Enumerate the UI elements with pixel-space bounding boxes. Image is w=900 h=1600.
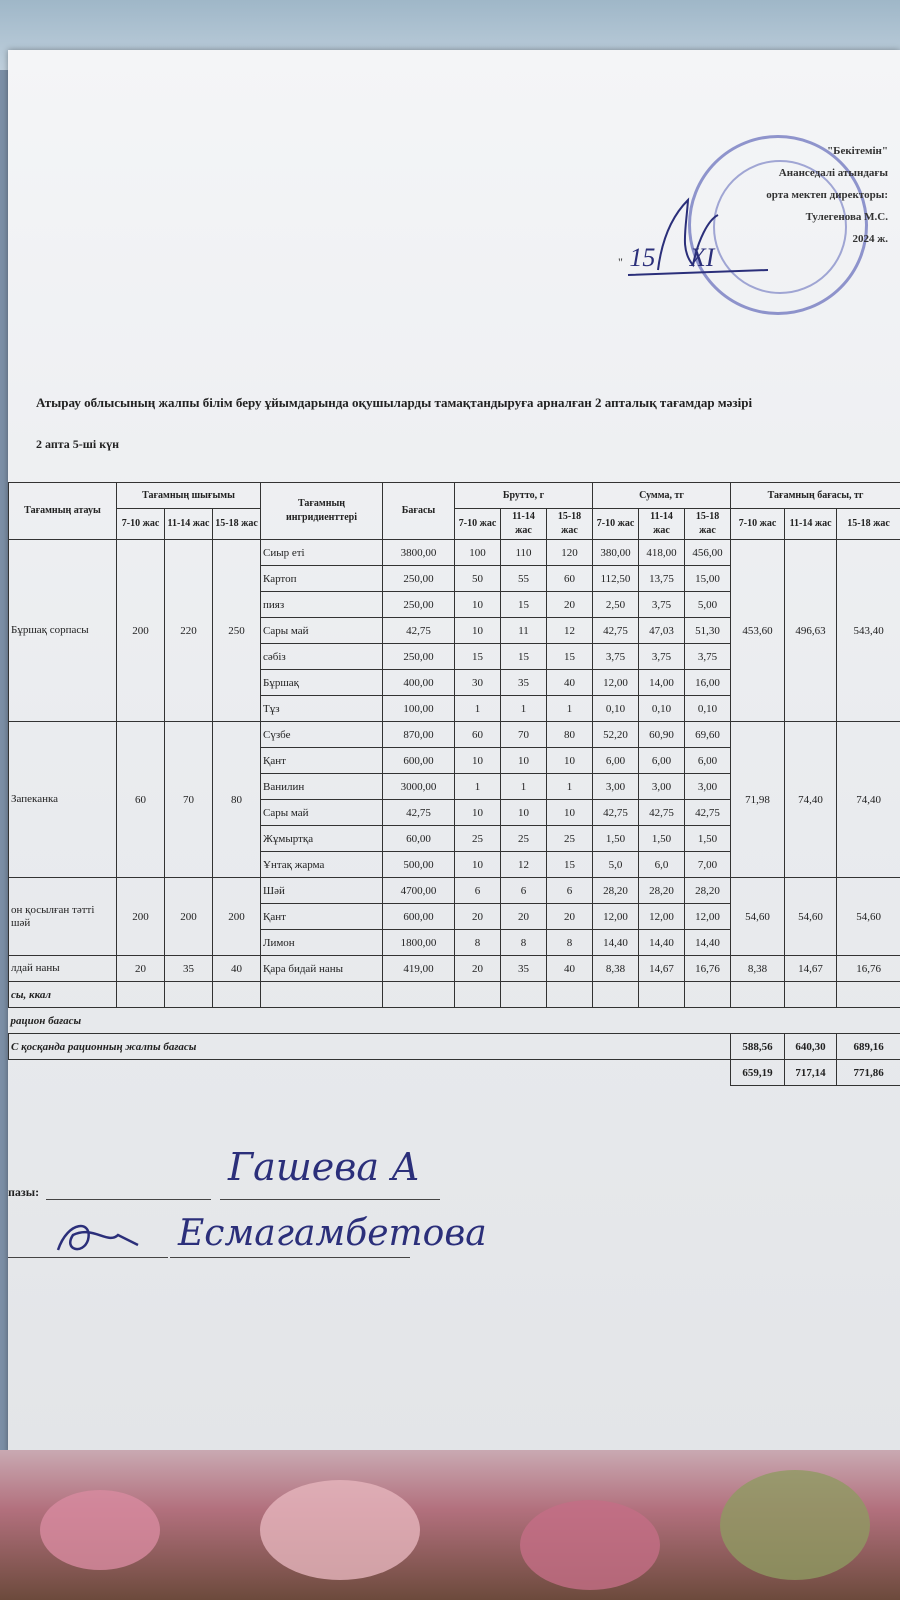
- grand-total-row: [9, 1060, 900, 1086]
- empty-cell: [165, 982, 213, 1008]
- sum-7-10: 14,40: [593, 930, 639, 956]
- brutto-15-18: 60: [547, 566, 593, 592]
- ingredient-name-cell: Ванилин: [261, 774, 383, 800]
- header-age-11-14: 11-14 жас: [165, 509, 213, 540]
- brutto-15-18: 25: [547, 826, 593, 852]
- sum-15-18: 16,00: [685, 670, 731, 696]
- date-month: XI: [689, 243, 715, 272]
- sum-15-18: 15,00: [685, 566, 731, 592]
- ingredient-price-cell: 400,00: [383, 670, 455, 696]
- empty-cell: [639, 982, 685, 1008]
- sum-15-18: 51,30: [685, 618, 731, 644]
- sum-7-10: 28,20: [593, 878, 639, 904]
- brutto-11-14: 55: [501, 566, 547, 592]
- brutto-15-18: 10: [547, 748, 593, 774]
- sum-7-10: 52,20: [593, 722, 639, 748]
- empty-cell: [117, 982, 165, 1008]
- dish-yield-15-18: 250: [213, 540, 261, 722]
- header-age-7-10: 7-10 жас: [731, 509, 785, 540]
- table-footer: [9, 982, 900, 1086]
- brutto-11-14: 25: [501, 826, 547, 852]
- dish-price-11-14: 14,67: [785, 956, 837, 982]
- sum-15-18: 456,00: [685, 540, 731, 566]
- brutto-11-14: 15: [501, 644, 547, 670]
- header-ingredients: Тағамның ингридиенттері: [261, 483, 383, 540]
- handwritten-initials-signature: [48, 1215, 158, 1265]
- sum-7-10: 12,00: [593, 670, 639, 696]
- brutto-15-18: 10: [547, 800, 593, 826]
- sum-7-10: 42,75: [593, 800, 639, 826]
- dish-name-cell: Запеканка: [9, 722, 117, 878]
- dish-yield-7-10: 200: [117, 540, 165, 722]
- ingredient-name-cell: Шәй: [261, 878, 383, 904]
- header-age-7-10: 7-10 жас: [593, 509, 639, 540]
- brutto-7-10: 20: [455, 904, 501, 930]
- ration-total-row: [9, 1034, 900, 1060]
- kcal-row-label: сы, ккал: [9, 982, 117, 1008]
- sum-7-10: 6,00: [593, 748, 639, 774]
- ingredient-price-cell: 600,00: [383, 748, 455, 774]
- signature-line-4: [170, 1257, 410, 1258]
- ingredient-name-cell: сәбіз: [261, 644, 383, 670]
- dish-yield-11-14: 200: [165, 878, 213, 956]
- ingredient-price-cell: 600,00: [383, 904, 455, 930]
- handwritten-date: [618, 243, 714, 273]
- brutto-11-14: 10: [501, 748, 547, 774]
- empty-cell: [547, 982, 593, 1008]
- ingredient-price-cell: 42,75: [383, 800, 455, 826]
- sum-7-10: 1,50: [593, 826, 639, 852]
- sum-7-10: 5,0: [593, 852, 639, 878]
- sum-7-10: 8,38: [593, 956, 639, 982]
- dish-name-cell: он қосылған тәтті шәй: [9, 878, 117, 956]
- brutto-7-10: 30: [455, 670, 501, 696]
- fabric-pattern-blob: [260, 1480, 420, 1580]
- header-dish-name: Тағамның атауы: [9, 483, 117, 540]
- ration-price-row: [9, 1008, 900, 1034]
- brutto-7-10: 10: [455, 748, 501, 774]
- dish-price-11-14: 74,40: [785, 722, 837, 878]
- brutto-11-14: 1: [501, 696, 547, 722]
- document-page: [8, 50, 900, 1455]
- menu-table-wrapper: [8, 482, 900, 1086]
- table-header: [9, 483, 900, 540]
- signature-label: пазы:: [8, 1185, 40, 1199]
- brutto-15-18: 20: [547, 592, 593, 618]
- menu-table: [8, 482, 900, 1086]
- table-row: [9, 956, 900, 982]
- brutto-11-14: 8: [501, 930, 547, 956]
- dish-name-cell: лдай наны: [9, 956, 117, 982]
- brutto-15-18: 15: [547, 644, 593, 670]
- dish-yield-11-14: 70: [165, 722, 213, 878]
- sum-7-10: 112,50: [593, 566, 639, 592]
- ingredient-name-cell: Қант: [261, 904, 383, 930]
- approval-line-3: орта мектеп директоры:: [766, 189, 888, 201]
- approval-block: [766, 140, 888, 250]
- brutto-7-10: 10: [455, 800, 501, 826]
- ingredient-price-cell: 250,00: [383, 592, 455, 618]
- sum-7-10: 12,00: [593, 904, 639, 930]
- empty-cell: [731, 982, 785, 1008]
- brutto-7-10: 25: [455, 826, 501, 852]
- ingredient-price-cell: 250,00: [383, 644, 455, 670]
- ingredient-name-cell: Сары май: [261, 618, 383, 644]
- sum-15-18: 28,20: [685, 878, 731, 904]
- sum-11-14: 0,10: [639, 696, 685, 722]
- brutto-7-10: 60: [455, 722, 501, 748]
- empty-cell: [9, 1060, 731, 1086]
- sum-11-14: 12,00: [639, 904, 685, 930]
- header-age-15-18: 15-18 жас: [837, 509, 900, 540]
- header-brutto: Брутто, г: [455, 483, 593, 509]
- approval-line-2: Ананседалі атындағы: [778, 167, 888, 179]
- sum-15-18: 3,75: [685, 644, 731, 670]
- ingredient-price-cell: 42,75: [383, 618, 455, 644]
- ingredient-name-cell: Сүзбе: [261, 722, 383, 748]
- header-age-7-10: 7-10 жас: [117, 509, 165, 540]
- sum-7-10: 3,00: [593, 774, 639, 800]
- dish-price-7-10: 8,38: [731, 956, 785, 982]
- dish-price-15-18: 543,40: [837, 540, 900, 722]
- brutto-7-10: 15: [455, 644, 501, 670]
- sum-7-10: 380,00: [593, 540, 639, 566]
- background-bottom: [0, 1450, 900, 1600]
- handwritten-name-1: Гашева А: [228, 1145, 420, 1189]
- header-price: Бағасы: [383, 483, 455, 540]
- approval-line-4: Тулегенова М.С.: [805, 211, 888, 223]
- sum-11-14: 28,20: [639, 878, 685, 904]
- empty-cell: [685, 982, 731, 1008]
- brutto-7-10: 100: [455, 540, 501, 566]
- sum-15-18: 7,00: [685, 852, 731, 878]
- brutto-7-10: 1: [455, 774, 501, 800]
- empty-cell: [455, 982, 501, 1008]
- sum-11-14: 14,67: [639, 956, 685, 982]
- brutto-11-14: 12: [501, 852, 547, 878]
- dish-price-7-10: 71,98: [731, 722, 785, 878]
- brutto-7-10: 20: [455, 956, 501, 982]
- page-subtitle: 2 апта 5-ші күн: [36, 437, 120, 451]
- dish-yield-15-18: 200: [213, 878, 261, 956]
- ingredient-name-cell: Картоп: [261, 566, 383, 592]
- ingredient-name-cell: Қант: [261, 748, 383, 774]
- header-age-15-18: 15-18 жас: [685, 509, 731, 540]
- header-age-15-18: 15-18 жас: [213, 509, 261, 540]
- sum-15-18: 0,10: [685, 696, 731, 722]
- ingredient-price-cell: 870,00: [383, 722, 455, 748]
- sum-15-18: 42,75: [685, 800, 731, 826]
- brutto-7-10: 10: [455, 618, 501, 644]
- sum-11-14: 60,90: [639, 722, 685, 748]
- ingredient-price-cell: 500,00: [383, 852, 455, 878]
- ingredient-price-cell: 250,00: [383, 566, 455, 592]
- sum-15-18: 3,00: [685, 774, 731, 800]
- handwritten-name-2: Есмагамбетова: [178, 1213, 487, 1254]
- sum-11-14: 14,00: [639, 670, 685, 696]
- sum-15-18: 16,76: [685, 956, 731, 982]
- brutto-7-10: 1: [455, 696, 501, 722]
- page-title: Атырау облысының жалпы білім беру ұйымдарында оқушыларды тамақтандыруға арналған 2 апталық тағамдар мәзірі: [36, 395, 753, 410]
- table-row: [9, 878, 900, 904]
- header-age-11-14: 11-14 жас: [785, 509, 837, 540]
- sum-11-14: 3,00: [639, 774, 685, 800]
- date-day: 15: [629, 243, 656, 272]
- empty-cell: [593, 982, 639, 1008]
- dish-name-cell: Бұршақ сорпасы: [9, 540, 117, 722]
- dish-price-15-18: 74,40: [837, 722, 900, 878]
- ingredient-price-cell: 100,00: [383, 696, 455, 722]
- dish-yield-11-14: 35: [165, 956, 213, 982]
- ingredient-name-cell: Лимон: [261, 930, 383, 956]
- brutto-11-14: 35: [501, 956, 547, 982]
- ingredient-name-cell: Ұнтақ жарма: [261, 852, 383, 878]
- brutto-15-18: 1: [547, 774, 593, 800]
- brutto-11-14: 20: [501, 904, 547, 930]
- sum-15-18: 6,00: [685, 748, 731, 774]
- date-quote: ": [618, 255, 623, 269]
- dish-yield-7-10: 60: [117, 722, 165, 878]
- fabric-pattern-blob: [720, 1470, 870, 1580]
- sum-15-18: 14,40: [685, 930, 731, 956]
- table-body: [9, 540, 900, 982]
- sum-7-10: 0,10: [593, 696, 639, 722]
- brutto-7-10: 10: [455, 852, 501, 878]
- dish-price-7-10: 54,60: [731, 878, 785, 956]
- sum-11-14: 47,03: [639, 618, 685, 644]
- sum-11-14: 6,00: [639, 748, 685, 774]
- brutto-7-10: 50: [455, 566, 501, 592]
- brutto-15-18: 20: [547, 904, 593, 930]
- empty-cell: [261, 982, 383, 1008]
- grand-total-15-18: 771,86: [837, 1060, 900, 1086]
- sum-7-10: 42,75: [593, 618, 639, 644]
- ration-total-7-10: 588,56: [731, 1034, 785, 1060]
- sum-11-14: 3,75: [639, 644, 685, 670]
- brutto-11-14: 35: [501, 670, 547, 696]
- ingredient-name-cell: Тұз: [261, 696, 383, 722]
- header-sum: Сумма, тг: [593, 483, 731, 509]
- ration-total-11-14: 640,30: [785, 1034, 837, 1060]
- sum-11-14: 418,00: [639, 540, 685, 566]
- ingredient-name-cell: Сиыр еті: [261, 540, 383, 566]
- ingredient-name-cell: Бұршақ: [261, 670, 383, 696]
- ingredient-name-cell: Қара бидай наны: [261, 956, 383, 982]
- ingredient-price-cell: 4700,00: [383, 878, 455, 904]
- grand-total-7-10: 659,19: [731, 1060, 785, 1086]
- sum-7-10: 2,50: [593, 592, 639, 618]
- brutto-15-18: 80: [547, 722, 593, 748]
- approval-line-5: 2024 ж.: [852, 233, 888, 245]
- header-age-7-10: 7-10 жас: [455, 509, 501, 540]
- brutto-7-10: 6: [455, 878, 501, 904]
- empty-cell: [213, 982, 261, 1008]
- sum-11-14: 3,75: [639, 592, 685, 618]
- sum-11-14: 42,75: [639, 800, 685, 826]
- table-row: [9, 540, 900, 566]
- fabric-pattern-blob: [520, 1500, 660, 1590]
- brutto-11-14: 6: [501, 878, 547, 904]
- ingredient-price-cell: 1800,00: [383, 930, 455, 956]
- dish-price-11-14: 496,63: [785, 540, 837, 722]
- sum-11-14: 1,50: [639, 826, 685, 852]
- brutto-11-14: 1: [501, 774, 547, 800]
- brutto-7-10: 8: [455, 930, 501, 956]
- ration-total-label: С қосқанда рационның жалпы бағасы: [9, 1034, 731, 1060]
- ingredient-name-cell: Жұмыртқа: [261, 826, 383, 852]
- dish-yield-7-10: 20: [117, 956, 165, 982]
- dish-price-15-18: 54,60: [837, 878, 900, 956]
- empty-cell: [731, 1008, 900, 1034]
- empty-cell: [501, 982, 547, 1008]
- brutto-15-18: 40: [547, 956, 593, 982]
- sum-15-18: 12,00: [685, 904, 731, 930]
- brutto-7-10: 10: [455, 592, 501, 618]
- brutto-15-18: 40: [547, 670, 593, 696]
- brutto-15-18: 15: [547, 852, 593, 878]
- dish-price-11-14: 54,60: [785, 878, 837, 956]
- brutto-15-18: 120: [547, 540, 593, 566]
- table-row: [9, 722, 900, 748]
- sum-15-18: 5,00: [685, 592, 731, 618]
- ration-price-label: рацион бағасы: [9, 1008, 731, 1034]
- brutto-15-18: 6: [547, 878, 593, 904]
- empty-cell: [837, 982, 900, 1008]
- ingredient-price-cell: 3800,00: [383, 540, 455, 566]
- sum-15-18: 1,50: [685, 826, 731, 852]
- header-age-15-18: 15-18 жас: [547, 509, 593, 540]
- fabric-pattern-blob: [40, 1490, 160, 1570]
- signature-line-1: [46, 1199, 211, 1200]
- brutto-11-14: 15: [501, 592, 547, 618]
- grand-total-11-14: 717,14: [785, 1060, 837, 1086]
- dish-yield-11-14: 220: [165, 540, 213, 722]
- kcal-row: [9, 982, 900, 1008]
- dish-yield-15-18: 40: [213, 956, 261, 982]
- dish-yield-7-10: 200: [117, 878, 165, 956]
- approval-line-1: "Бекітемін": [827, 145, 888, 157]
- empty-cell: [785, 982, 837, 1008]
- sum-7-10: 3,75: [593, 644, 639, 670]
- dish-yield-15-18: 80: [213, 722, 261, 878]
- ingredient-price-cell: 60,00: [383, 826, 455, 852]
- signature-line-2: [220, 1199, 440, 1200]
- ration-total-15-18: 689,16: [837, 1034, 900, 1060]
- ingredient-price-cell: 3000,00: [383, 774, 455, 800]
- brutto-11-14: 10: [501, 800, 547, 826]
- brutto-11-14: 110: [501, 540, 547, 566]
- header-dish-price: Тағамның бағасы, тг: [731, 483, 900, 509]
- header-age-11-14: 11-14 жас: [501, 509, 547, 540]
- dish-price-15-18: 16,76: [837, 956, 900, 982]
- sum-11-14: 14,40: [639, 930, 685, 956]
- sum-11-14: 13,75: [639, 566, 685, 592]
- header-yield: Тағамның шығымы: [117, 483, 261, 509]
- brutto-15-18: 1: [547, 696, 593, 722]
- empty-cell: [383, 982, 455, 1008]
- brutto-11-14: 11: [501, 618, 547, 644]
- ingredient-name-cell: пияз: [261, 592, 383, 618]
- sum-15-18: 69,60: [685, 722, 731, 748]
- sum-11-14: 6,0: [639, 852, 685, 878]
- brutto-15-18: 8: [547, 930, 593, 956]
- ingredient-name-cell: Сары май: [261, 800, 383, 826]
- ingredient-price-cell: 419,00: [383, 956, 455, 982]
- brutto-15-18: 12: [547, 618, 593, 644]
- brutto-11-14: 70: [501, 722, 547, 748]
- dish-price-7-10: 453,60: [731, 540, 785, 722]
- header-age-11-14: 11-14 жас: [639, 509, 685, 540]
